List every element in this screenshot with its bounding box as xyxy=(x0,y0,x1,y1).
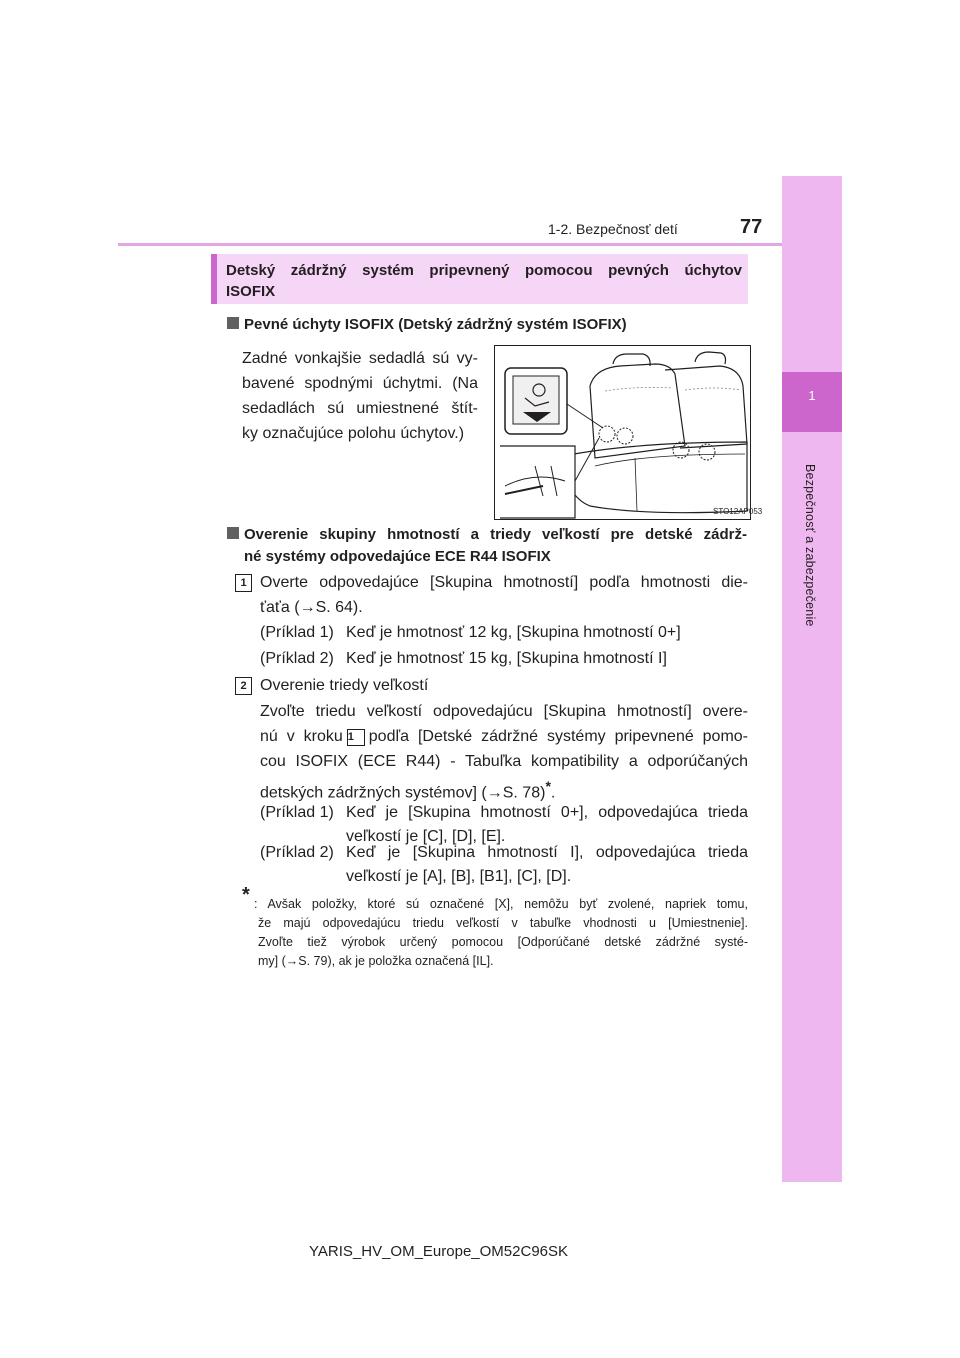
isofix-seat-illustration xyxy=(494,345,763,520)
running-header: 1-2. Bezpečnosť detí xyxy=(548,221,678,237)
note-mark: * xyxy=(242,884,250,906)
square-bullet-icon xyxy=(227,317,239,329)
verify-heading: Overenie skupiny hmotností a triedy veľkostí pre detské zádrž- né systémy odpovedajúce ECE R44 ISOFIX xyxy=(227,524,747,568)
section-heading: Detský zádržný systém pripevnený pomocou pevných úchytov ISOFIX xyxy=(226,262,742,300)
step-2-example-1-label: (Príklad 1) xyxy=(260,804,334,821)
step-1-example-1-text: Keď je hmotnosť 12 kg, [Skupina hmotností 0+] xyxy=(346,624,681,641)
step-2-example-2-text: Keď je [Skupina hmotností I], odpovedajúca trieda veľkostí je [A], [B], [B1], [C], [D]. xyxy=(346,844,748,885)
chapter-number: 1 xyxy=(808,388,816,403)
step-2-example-1-text: Keď je [Skupina hmotností 0+], odpovedajúca trieda veľkostí je [C], [D], [E]. xyxy=(346,804,748,845)
isofix-text: Zadné vonkajšie sedadlá sú vy- bavené spodnými úchytmi. (Na sedadlách sú umiestnené štít- ky označujúce polohu úchytov.) xyxy=(242,350,478,442)
step-1-text: Overte odpovedajúce [Skupina hmotností] podľa hmotnosti die- ťaťa (→S. 64). xyxy=(260,574,748,616)
header-rule xyxy=(118,243,782,246)
footnote: : Avšak položky, ktoré sú označené [X], nemôžu byť zvolené, napriek tomu, že majú odpovedajúcu triedu veľkostí v tabuľke vhodnosti u [Umiestnenie]. Zvoľte tiež výrobok určený pomocou [Odporúčané detské zádržné systé- my] (→S. 79), ak je položka označená [IL]. xyxy=(254,897,748,968)
step-1-example-1-label: (Príklad 1) xyxy=(260,624,334,641)
chapter-title: Bezpečnosť a zabezpečenie xyxy=(803,464,817,627)
step-2-number: 2 xyxy=(235,677,252,695)
step-1-example-2-text: Keď je hmotnosť 15 kg, [Skupina hmotností I] xyxy=(346,650,667,667)
step-2-example-2-label: (Príklad 2) xyxy=(260,844,334,861)
step-1-example-2-label: (Príklad 2) xyxy=(260,650,334,667)
isofix-heading: Pevné úchyty ISOFIX (Detský zádržný systém ISOFIX) xyxy=(227,314,627,336)
image-code: STO12AP053 xyxy=(713,507,763,516)
step-2-title: Overenie triedy veľkostí xyxy=(260,677,429,694)
step-ref-1: 1 xyxy=(347,729,365,746)
rear-seat-anchors-icon xyxy=(495,346,763,519)
page-number: 77 xyxy=(740,216,763,238)
side-tab xyxy=(782,176,842,1182)
document-code-footer: YARIS_HV_OM_Europe_OM52C96SK xyxy=(309,1243,569,1260)
step-2-text: Zvoľte triedu veľkostí odpovedajúcu [Skupina hmotností] overe- nú v kroku 1 podľa [Detské zádržné systémy pripevnené pomo- cou ISOFIX (ECE R44) - Tabuľka kompatibility a odporúčaných detských zádržných systémov] (→S. 78)*. xyxy=(260,703,749,802)
step-1-number: 1 xyxy=(235,574,252,592)
footnote-mark: * xyxy=(545,778,551,794)
section-heading-box xyxy=(211,254,748,304)
square-bullet-icon xyxy=(227,527,239,539)
